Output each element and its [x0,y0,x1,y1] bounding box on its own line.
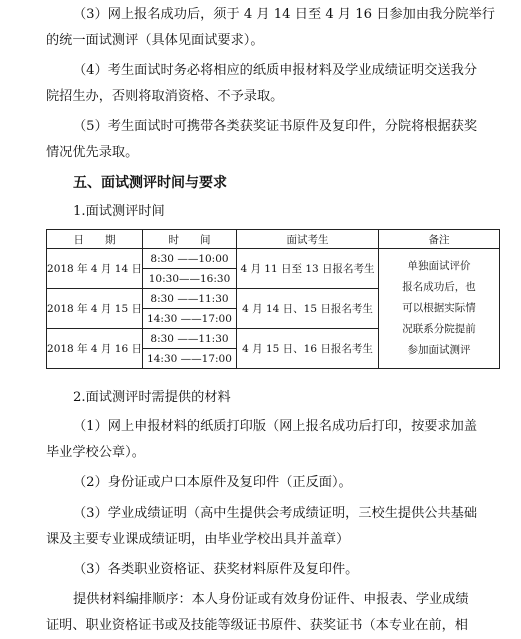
material-4: （3）各类职业资格证、获奖材料原件及复印件。 [73,562,359,577]
date-cell: 2018 年 4 月 15 日 [47,289,143,329]
material-1-line-1: （1）网上申报材料的纸质打印版（网上报名成功后打印，按要求加盖 [73,419,478,434]
table-header-row [47,230,500,249]
schedule-table [46,229,500,369]
time-cell: 8:30 ——10:00 [143,249,237,269]
header-candidates: 面试考生 [237,230,379,249]
candidates-cell: 4 月 11 日至 13 日报名考生 [237,249,379,289]
material-2: （2）身份证或户口本原件及复印件（正反面）。 [73,475,352,490]
date-cell: 2018 年 4 月 14 日 [47,249,143,289]
time-cell: 8:30 ——11:30 [143,329,237,349]
candidates-cell: 4 月 14 日、15 日报名考生 [237,289,379,329]
time-cell: 10:30——16:30 [143,269,237,289]
time-cell: 8:30 ——11:30 [143,289,237,309]
material-3-line-2: 课及主要专业课成绩证明，由毕业学校出具并盖章） [46,532,350,547]
section-title: 五、面试测评时间与要求 [73,175,227,191]
order-line-2: 证明、职业资格证书或及技能等级证书原件、获奖证书（本专业在前，相 [46,618,468,633]
time-cell: 14:30 ——17:00 [143,349,237,369]
note-line: 参加面试测评 [407,344,471,356]
header-time: 时 间 [143,230,237,249]
header-notes: 备注 [379,230,500,249]
para-5-line-1: （5）考生面试时可携带各类获奖证书原件及复印件，分院将根据获奖 [73,119,478,134]
material-1-line-2: 毕业学校公章）。 [46,445,145,460]
order-line-1: 提供材料编排顺序：本人身份证或有效身份证件、申报表、学业成绩 [73,592,469,607]
material-3-line-1: （3）学业成绩证明（高中生提供会考成绩证明，三校生提供公共基础 [73,506,478,521]
note-line: 可以根据实际情 [402,302,476,314]
date-cell: 2018 年 4 月 16 日 [47,329,143,369]
table-row [47,249,500,269]
para-3-line-2: 的统一面试测评（具体见面试要求）。 [46,33,264,48]
subheading-materials: 2.面试测评时需提供的材料 [73,390,231,405]
para-5-line-2: 情况优先录取。 [46,145,139,160]
note-line: 报名成功后，也 [402,281,476,293]
note-line: 单独面试评价 [407,260,471,272]
para-3-line-1: （3）网上报名成功后，须于 4 月 14 日至 4 月 16 日参加由我分院举行 [73,7,495,22]
para-4-line-2: 院招生办，否则将取消资格、不予录取。 [46,89,284,104]
subheading-interview-time: 1.面试测评时间 [73,204,165,219]
candidates-cell: 4 月 15 日、16 日报名考生 [237,329,379,369]
para-4-line-1: （4）考生面试时务必将相应的纸质申报材料及学业成绩证明交送我分 [73,63,478,78]
note-line: 况联系分院提前 [402,323,476,335]
header-date: 日 期 [47,230,143,249]
time-cell: 14:30 ——17:00 [143,309,237,329]
notes-cell [379,249,500,369]
